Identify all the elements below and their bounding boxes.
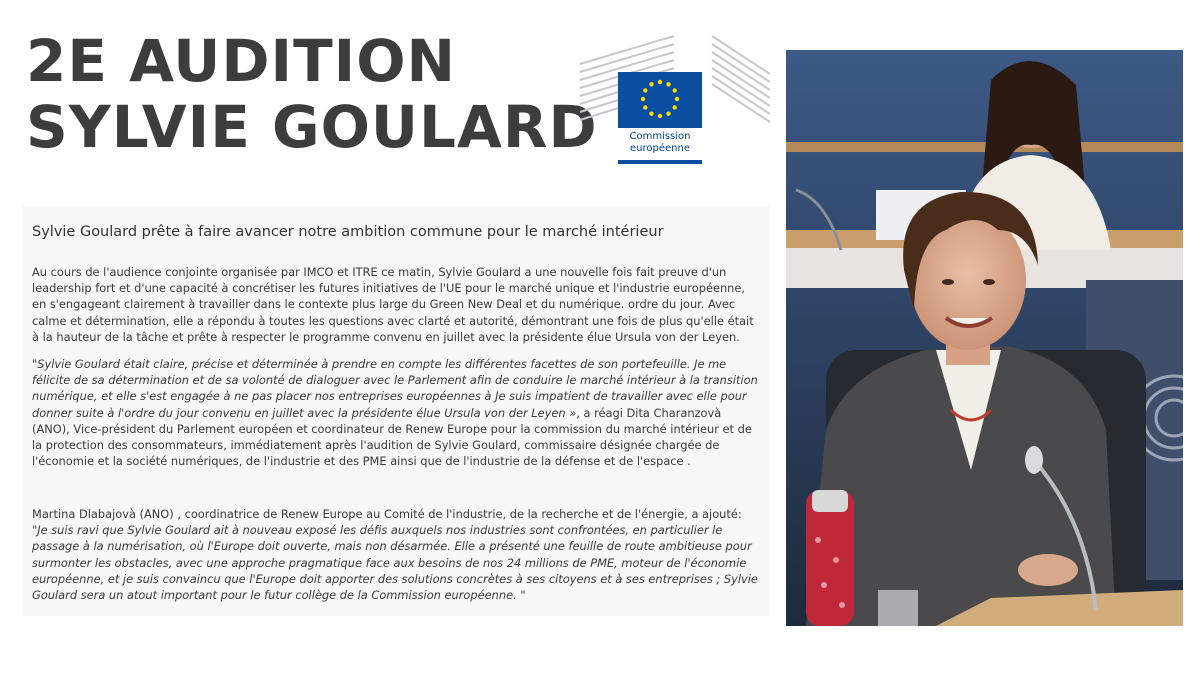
article-excerpt — [22, 206, 770, 616]
article-title: Sylvie Goulard prête à faire avancer notre ambition commune pour le marché intérieur — [32, 224, 664, 240]
article-paragraph-3 — [32, 506, 760, 603]
portrait-photo — [786, 50, 1183, 626]
logo-label-line-1: Commission — [629, 131, 691, 142]
headline-line-1: 2E AUDITION — [26, 27, 457, 95]
logo-label — [618, 131, 702, 155]
quote-charanzova: "Sylvie Goulard était claire, précise et déterminée à prendre en compte les différentes facettes de son portefeuille. Je me félicite de sa détermination et de sa volonté de dialoguer avec le Parlement afin de conduire le marché intérieur à la transition numérique, et elle s'est engagée à ne pas placer nos entreprises européennes à Je suis impatient de travailler avec elle pour donner suite à l'ordre du jour convenu en juillet avec la présidente élue Ursula von der Leyen » — [32, 357, 758, 420]
intro-dlabajova: Martina Dlabajovà (ANO) , coordinatrice de Renew Europe au Comité de l'industrie, de la recherche et de l'énergie, a ajouté: — [32, 507, 742, 521]
logo-label-line-2: européenne — [630, 143, 690, 154]
article-paragraph-1: Au cours de l'audience conjointe organisée par IMCO et ITRE ce matin, Sylvie Goulard a une nouvelle fois fait preuve d'un leadership fort et d'une capacité à concrétiser les futures initiatives de l'UE pour le marché unique et l'industrie européenne, en s'engageant clairement à travailler dans le contexte plus large du Green New Deal et du numérique. ordre du jour. Avec calme et détermination, elle a répondu à toutes les questions avec clarté et autorité, démontrant une fois de plus qu'elle était à la hauteur de la tâche et prête à respecter le programme convenu en juillet avec la présidente élue Ursula von der Leyen. — [32, 265, 754, 344]
headline-line-2: SYLVIE GOULARD — [26, 93, 598, 161]
headline — [26, 27, 598, 161]
attribution-charanzova: , a réagi Dita Charanzovà (ANO), Vice-président du Parlement européen et coordinateur de Renew Europe pour la commission du marché intérieur et de la protection des consommateurs, immédiatement après l'audition de Sylvie Goulard, commissaire désignée chargée de l'économie et la société numériques, de l'industrie et des PME ainsi que de l'industrie de la défense et de l'espace . — [32, 405, 752, 469]
article-paragraph-2 — [32, 356, 760, 469]
quote-dlabajova: "Je suis ravi que Sylvie Goulard ait à nouveau exposé les défis auxquels nos industries sont confrontées, en particulier le passage à la numérisation, où l'Europe doit ouverte, mais non désarmée. Elle a présenté une feuille de route ambitieuse pour surmonter les obstacles, avec une approche pragmatique face aux besoins de nos 24 millions de PME, moteur de l'économie européenne, et je suis convaincu que l'Europe doit apporter des solutions concrètes à ses citoyens et à ses entreprises ; Sylvie Goulard sera un atout important pour le futur collège de la Commission européenne. " — [32, 523, 758, 603]
